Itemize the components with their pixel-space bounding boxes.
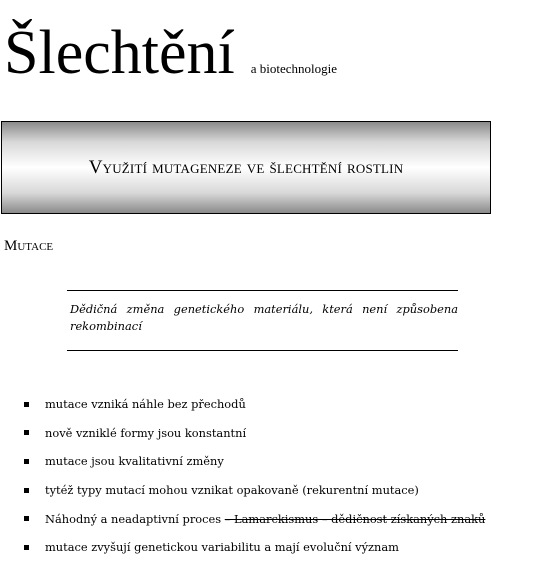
- page-title: Šlechtění: [4, 19, 235, 87]
- page-subtitle: a biotechnologie: [250, 61, 337, 76]
- bullet-icon: [24, 545, 29, 550]
- list-item-text: [45, 512, 485, 526]
- list-item: [24, 390, 534, 419]
- list-item-text: tytéž typy mutací mohou vznikat opakovaně (rekurentní mutace): [45, 483, 419, 498]
- list-item-text: nově vzniklé formy jsou konstantní: [45, 425, 247, 440]
- list-item: [24, 504, 534, 533]
- definition-text: Dědičná změna genetického materiálu, která není způsobena rekombinací: [70, 302, 458, 333]
- bullet-icon: [24, 516, 29, 521]
- list-item: [24, 419, 534, 448]
- bullet-icon: [24, 488, 29, 493]
- list-item: [24, 533, 534, 562]
- list-item-text-main: Náhodný a neadaptivní proces: [45, 511, 225, 526]
- topic-banner: [1, 121, 491, 214]
- bullet-icon: [24, 430, 29, 435]
- bullet-icon: [24, 402, 29, 407]
- list-item: [24, 476, 534, 505]
- title-row: [4, 19, 337, 92]
- list-item-text: mutace vzniká náhle bez přechodů: [45, 397, 246, 412]
- bullet-icon: [24, 459, 29, 464]
- list-item-text: mutace jsou kvalitativní změny: [45, 454, 224, 469]
- definition-box: [67, 290, 458, 351]
- list-item: [24, 447, 534, 476]
- list-item-text: mutace zvyšují genetickou variabilitu a mají evoluční význam: [45, 540, 399, 555]
- section-heading: Mutace: [4, 238, 54, 254]
- banner-title: Využití mutageneze ve šlechtění rostlin: [88, 156, 404, 178]
- bullet-list: [24, 390, 534, 562]
- struck-text: – Lamarckismus – dědičnost získaných znaků: [224, 511, 486, 526]
